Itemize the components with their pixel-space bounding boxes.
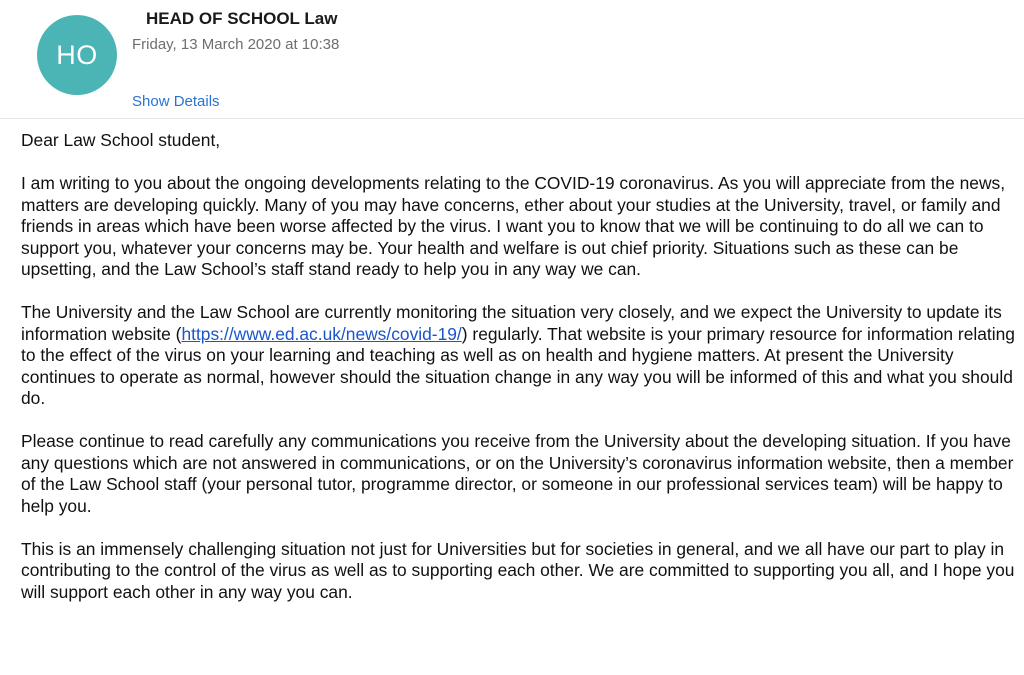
paragraph-3: Please continue to read carefully any communications you receive from the University about the developing situation. If you have any questions which are not answered in communications, or on the University’s coronavirus information website, then a member of the Law School staff (your personal tutor, programme director, or someone in our professional services team) will be happy to help you. — [21, 431, 1014, 516]
avatar: HO — [37, 15, 117, 95]
paragraph-2-start: The University and the Law School are currently monitoring the situation very closely, and we expect the University to update its information website ( — [21, 302, 1002, 344]
email-date: Friday, 13 March 2020 at 10:38 — [132, 36, 340, 53]
show-details-link[interactable]: Show Details — [132, 93, 220, 110]
greeting: Dear Law School student, — [21, 130, 221, 150]
paragraph-2 — [21, 302, 1016, 410]
paragraph-2-end: ) regularly. That website is your primary resource for information relating to the effect of the virus on your learning and teaching as well as on health and hygiene matters. At present the University continues to operate as normal, however should the situation change in any way you will be informed of this and what you should do. — [21, 323, 1015, 408]
paragraph-1: I am writing to you about the ongoing developments relating to the COVID-19 coronavirus. As you will appreciate from the news, matters are developing quickly. Many of you may have concerns, ether about your studies at the University, travel, or family and friends in areas which have been worse affected by the virus. I want you to know that we will be continuing to do all we can to support you, whatever your concerns may be. Your health and welfare is out chief priority. Situations such as these can be upsetting, and the Law School’s staff stand ready to help you in any way we can. — [21, 173, 1006, 279]
email-header — [0, 0, 1024, 119]
covid-info-link[interactable]: https://www.ed.ac.uk/news/covid-19/ — [181, 323, 462, 344]
paragraph-4: This is an immensely challenging situation not just for Universities but for societies in general, and we all have our part to play in contributing to the control of the virus as well as to supporting each other. We are committed to supporting you all, and I hope you will support each other in any way you can. — [21, 538, 1015, 602]
email-body — [21, 130, 1016, 625]
sender-name: HEAD OF SCHOOL Law — [146, 9, 338, 28]
